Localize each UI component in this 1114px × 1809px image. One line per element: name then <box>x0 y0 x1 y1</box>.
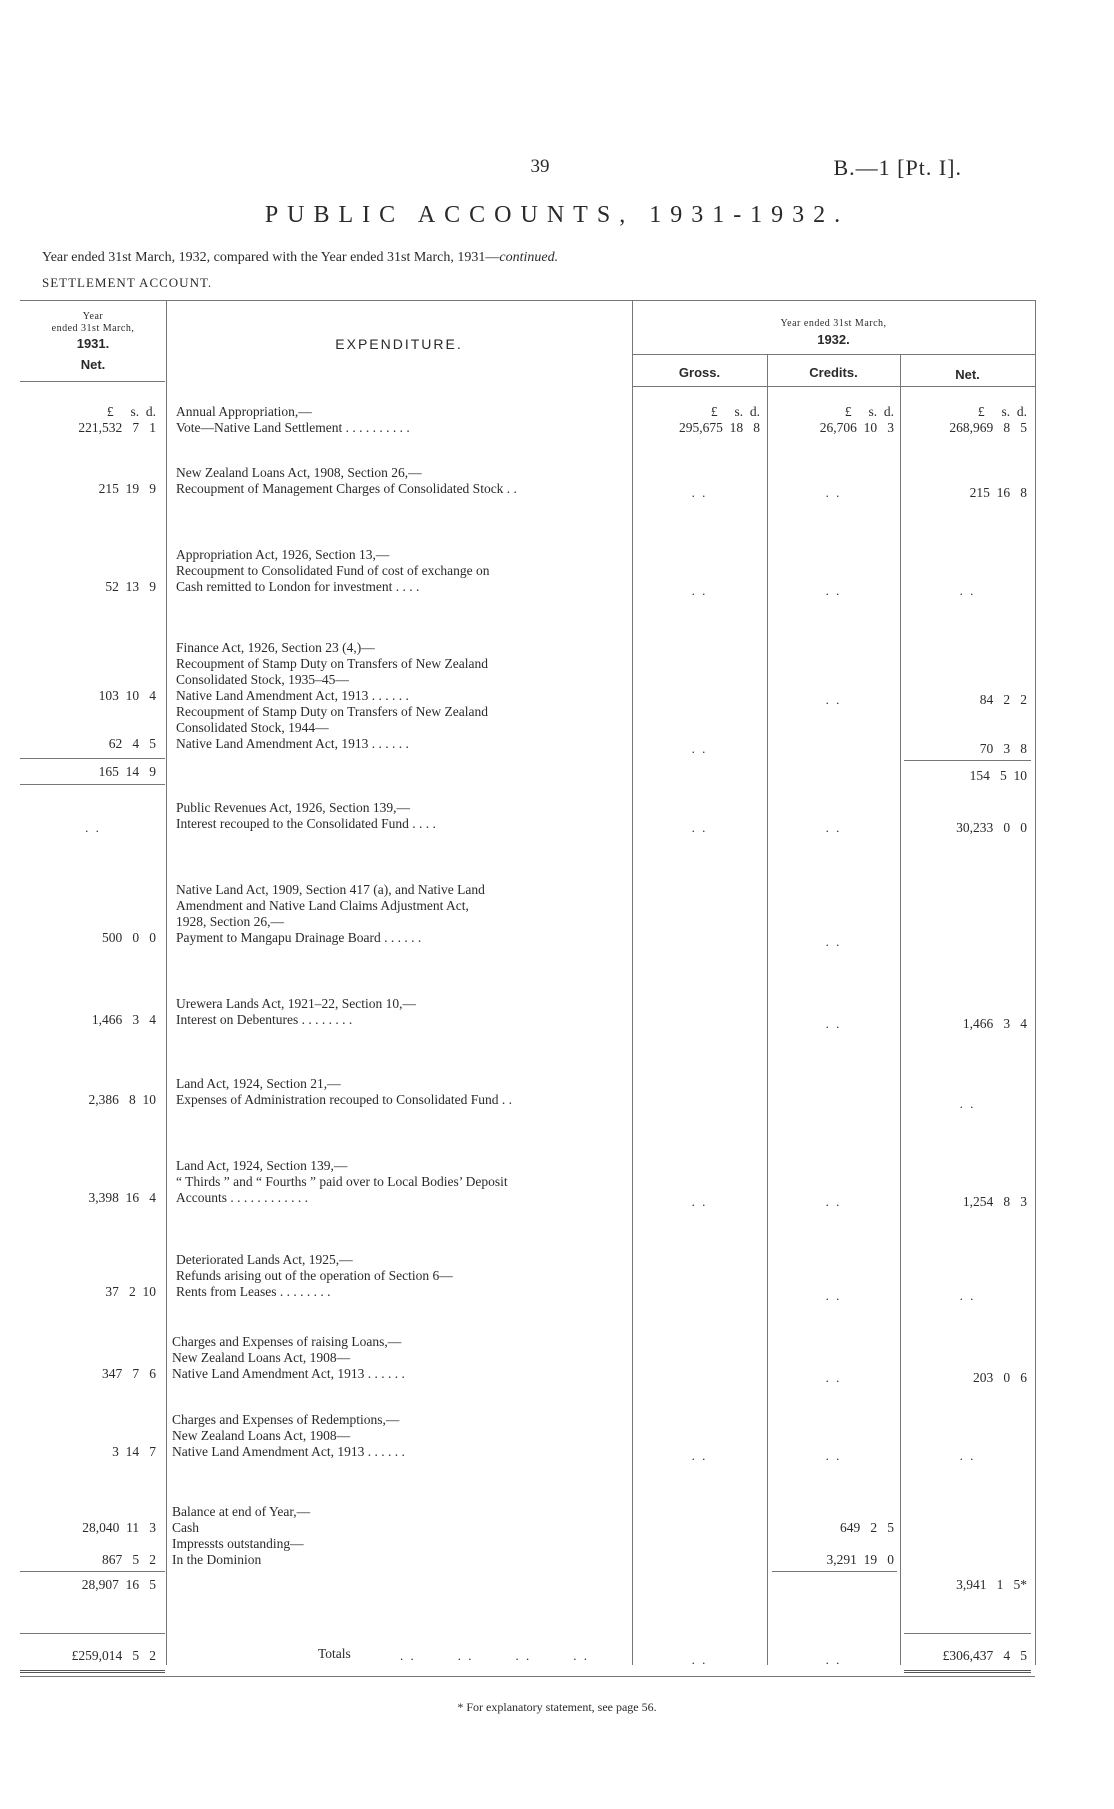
subtitle <box>42 250 558 266</box>
row-3-net: 84 2 2 <box>979 692 1027 707</box>
col-prev-line2: ended 31st March, <box>51 323 135 334</box>
header-rule-prev <box>20 381 165 382</box>
page-title: PUBLIC ACCOUNTS, 1931-1932. <box>264 202 850 228</box>
row-11-credits: . . <box>825 1288 842 1303</box>
totals-double-rule-prev <box>20 1670 165 1673</box>
row-3-line-3: Native Land Amendment Act, 1913 . . . . . . <box>176 688 409 703</box>
row-8-line-0: Urewera Lands Act, 1921–22, Section 10,— <box>176 996 416 1011</box>
row-0-credits: 26,706 10 3 <box>819 420 894 435</box>
col-prev-line1: Year <box>82 311 104 322</box>
table-right-edge <box>1035 300 1036 1665</box>
row-10-prev: 3,398 16 4 <box>88 1190 156 1205</box>
subtotal-rule-prev <box>20 758 165 759</box>
row-9-line-1: Expenses of Administration recouped to Consolidated Fund . . <box>176 1092 512 1107</box>
row-0-net: 268,969 8 5 <box>949 420 1027 435</box>
row-6-credits: . . <box>825 820 842 835</box>
balance-prev-cash: 28,040 11 3 <box>82 1520 156 1535</box>
col-prev-year-label <box>20 311 166 335</box>
row-3-line-1: Recoupment of Stamp Duty on Transfers of New Zealand <box>176 656 488 671</box>
row-8-net: 1,466 3 4 <box>962 1016 1027 1031</box>
row-7-line-2: 1928, Section 26,— <box>176 914 284 929</box>
footnote: * For explanatory statement, see page 56. <box>457 1700 657 1714</box>
balance-rule-credits <box>772 1571 897 1572</box>
row-2-line-0: Appropriation Act, 1926, Section 13,— <box>176 547 390 562</box>
account-name: SETTLEMENT ACCOUNT. <box>42 275 213 290</box>
row-12-prev: 347 7 6 <box>102 1366 156 1381</box>
row-2-gross: . . <box>691 583 708 598</box>
header-rule-curr <box>632 354 1035 355</box>
row-13-net: . . <box>959 1448 976 1463</box>
totals-label: Totals <box>318 1646 351 1661</box>
row-2-prev: 52 13 9 <box>105 579 156 594</box>
row-0-line-0: Annual Appropriation,— <box>176 404 312 419</box>
table-bottom-rule <box>20 1676 1035 1677</box>
row-11-prev: 37 2 10 <box>105 1284 156 1299</box>
balance-prev-dominion: 867 5 2 <box>102 1552 156 1567</box>
row-13-line-2: Native Land Amendment Act, 1913 . . . . . . <box>172 1444 405 1459</box>
row-13-credits: . . <box>825 1448 842 1463</box>
unit-label-gross: £ s. d. <box>710 404 760 419</box>
row-10-net: 1,254 8 3 <box>962 1194 1027 1209</box>
row-2-line-2: Cash remitted to London for investment . . . . <box>176 579 420 594</box>
header-rule-sub <box>632 386 1035 387</box>
row-6-prev: . . <box>85 820 101 835</box>
row-11-line-0: Deteriorated Lands Act, 1925,— <box>176 1252 353 1267</box>
subtotal-rule-prev-2 <box>20 784 165 785</box>
row-12-line-0: Charges and Expenses of raising Loans,— <box>172 1334 402 1349</box>
row-8-credits: . . <box>825 1016 842 1031</box>
balance-cash: 649 2 5 <box>840 1520 894 1535</box>
page-number: 39 <box>530 156 550 177</box>
row-3-line-2: Consolidated Stock, 1935–45— <box>176 672 349 687</box>
row-10-line-2: Accounts . . . . . . . . . . . . <box>176 1190 308 1205</box>
row-2-net: . . <box>959 583 976 598</box>
row-9-line-0: Land Act, 1924, Section 21,— <box>176 1076 341 1091</box>
row-9-net: . . <box>959 1096 976 1111</box>
row-7-credits: . . <box>825 934 842 949</box>
row-7-line-0: Native Land Act, 1909, Section 417 (a), and Native Land <box>176 882 485 897</box>
row-3-line-5: Consolidated Stock, 1944— <box>176 720 329 735</box>
row-1-gross: . . <box>691 485 708 500</box>
row-10-line-0: Land Act, 1924, Section 139,— <box>176 1158 348 1173</box>
row-0-prev: 221,532 7 1 <box>78 420 156 435</box>
row-1-prev: 215 19 9 <box>98 481 156 496</box>
row-2-credits: . . <box>825 583 842 598</box>
row-8-prev: 1,466 3 4 <box>91 1012 156 1027</box>
totals-rule-prev <box>20 1633 165 1634</box>
balance-heading: Balance at end of Year,— <box>172 1504 311 1519</box>
unit-label-prev: £ s. d. <box>106 404 156 419</box>
unit-label-credits: £ s. d. <box>844 404 894 419</box>
row-5-net: 154 5 10 <box>969 768 1027 783</box>
row-3-credits: . . <box>825 692 842 707</box>
row-11-line-2: Rents from Leases . . . . . . . . <box>176 1284 331 1299</box>
row-1-credits: . . <box>825 485 842 500</box>
balance-cash-label: Cash <box>172 1520 199 1535</box>
row-3-line-0: Finance Act, 1926, Section 23 (4,)— <box>176 640 375 655</box>
row-9-prev: 2,386 8 10 <box>88 1092 156 1107</box>
row-13-line-0: Charges and Expenses of Redemptions,— <box>172 1412 400 1427</box>
row-0-line-1: Vote—Native Land Settlement . . . . . . . . . . <box>176 420 410 435</box>
row-10-line-1: “ Thirds ” and “ Fourths ” paid over to Local Bodies’ Deposit <box>176 1174 508 1189</box>
row-4-net: 70 3 8 <box>979 741 1027 756</box>
table-top-rule <box>20 300 1035 301</box>
unit-label-net: £ s. d. <box>977 404 1027 419</box>
balance-imprests-label: Impressts outstanding— <box>172 1536 304 1551</box>
row-3-prev: 103 10 4 <box>98 688 156 703</box>
totals-prev: £259,014 5 2 <box>71 1648 156 1663</box>
row-12-net: 203 0 6 <box>973 1370 1027 1385</box>
row-2-line-1: Recoupment to Consolidated Fund of cost of exchange on <box>176 563 490 578</box>
totals-credits: . . <box>825 1652 842 1667</box>
balance-dominion: 3,291 19 0 <box>826 1552 894 1567</box>
row-6-net: 30,233 0 0 <box>956 820 1027 835</box>
totals-leader: . . . . . . . . <box>400 1648 589 1663</box>
totals-gross: . . <box>691 1652 708 1667</box>
col-prev-net: Net. <box>80 357 106 372</box>
balance-net-total: 3,941 1 5* <box>956 1577 1027 1592</box>
row-8-line-1: Interest on Debentures . . . . . . . . <box>176 1012 353 1027</box>
totals-net: £306,437 4 5 <box>942 1648 1027 1663</box>
row-12-line-2: Native Land Amendment Act, 1913 . . . . . . <box>172 1366 405 1381</box>
row-7-line-3: Payment to Mangapu Drainage Board . . . . . . <box>176 930 422 945</box>
row-1-line-0: New Zealand Loans Act, 1908, Section 26,— <box>176 465 422 480</box>
row-6-line-0: Public Revenues Act, 1926, Section 139,— <box>176 800 410 815</box>
row-3-gross: . . <box>691 741 708 756</box>
col-expenditure: EXPENDITURE. <box>335 336 463 352</box>
col-credits: Credits. <box>809 365 858 380</box>
row-12-line-1: New Zealand Loans Act, 1908— <box>172 1350 351 1365</box>
row-6-line-1: Interest recouped to the Consolidated Fund . . . . <box>176 816 436 831</box>
row-6-gross: . . <box>691 820 708 835</box>
row-13-line-1: New Zealand Loans Act, 1908— <box>172 1428 351 1443</box>
divider-prev <box>166 300 167 1665</box>
balance-prev-total: 28,907 16 5 <box>81 1577 156 1592</box>
totals-rule-net <box>904 1633 1031 1634</box>
row-3-line-6: Native Land Amendment Act, 1913 . . . . . . <box>176 736 409 751</box>
col-curr-year-label: Year ended 31st March, <box>780 318 887 329</box>
row-0-gross: 295,675 18 8 <box>679 420 760 435</box>
row-5-prev: 165 14 9 <box>98 764 156 779</box>
col-prev-year: 1931. <box>76 336 110 351</box>
col-curr-year: 1932. <box>817 332 850 347</box>
divider-credits <box>767 354 768 1665</box>
row-13-gross: . . <box>691 1448 708 1463</box>
row-1-line-1: Recoupment of Management Charges of Consolidated Stock . . <box>176 481 517 496</box>
row-7-prev: 500 0 0 <box>102 930 156 945</box>
row-3-line-4: Recoupment of Stamp Duty on Transfers of New Zealand <box>176 704 488 719</box>
row-12-credits: . . <box>825 1370 842 1385</box>
row-10-credits: . . <box>825 1194 842 1209</box>
row-4-prev: 62 4 5 <box>108 736 156 751</box>
balance-rule-prev <box>20 1571 165 1572</box>
row-11-net: . . <box>959 1288 976 1303</box>
balance-dominion-label: In the Dominion <box>172 1552 262 1567</box>
document-reference: B.—1 [Pt. I]. <box>833 155 962 180</box>
row-1-net: 215 16 8 <box>969 485 1027 500</box>
row-10-gross: . . <box>691 1194 708 1209</box>
subtitle-continued: continued. <box>499 250 559 265</box>
subtotal-rule-net <box>904 760 1031 761</box>
divider-net <box>900 354 901 1665</box>
row-7-line-1: Amendment and Native Land Claims Adjustment Act, <box>176 898 469 913</box>
subtitle-text: Year ended 31st March, 1932, compared with the Year ended 31st March, 1931— <box>42 250 500 265</box>
col-net: Net. <box>955 367 980 382</box>
row-11-line-1: Refunds arising out of the operation of Section 6— <box>176 1268 453 1283</box>
row-13-prev: 3 14 7 <box>112 1444 156 1459</box>
col-gross: Gross. <box>678 365 721 380</box>
totals-double-rule-net <box>904 1670 1031 1673</box>
